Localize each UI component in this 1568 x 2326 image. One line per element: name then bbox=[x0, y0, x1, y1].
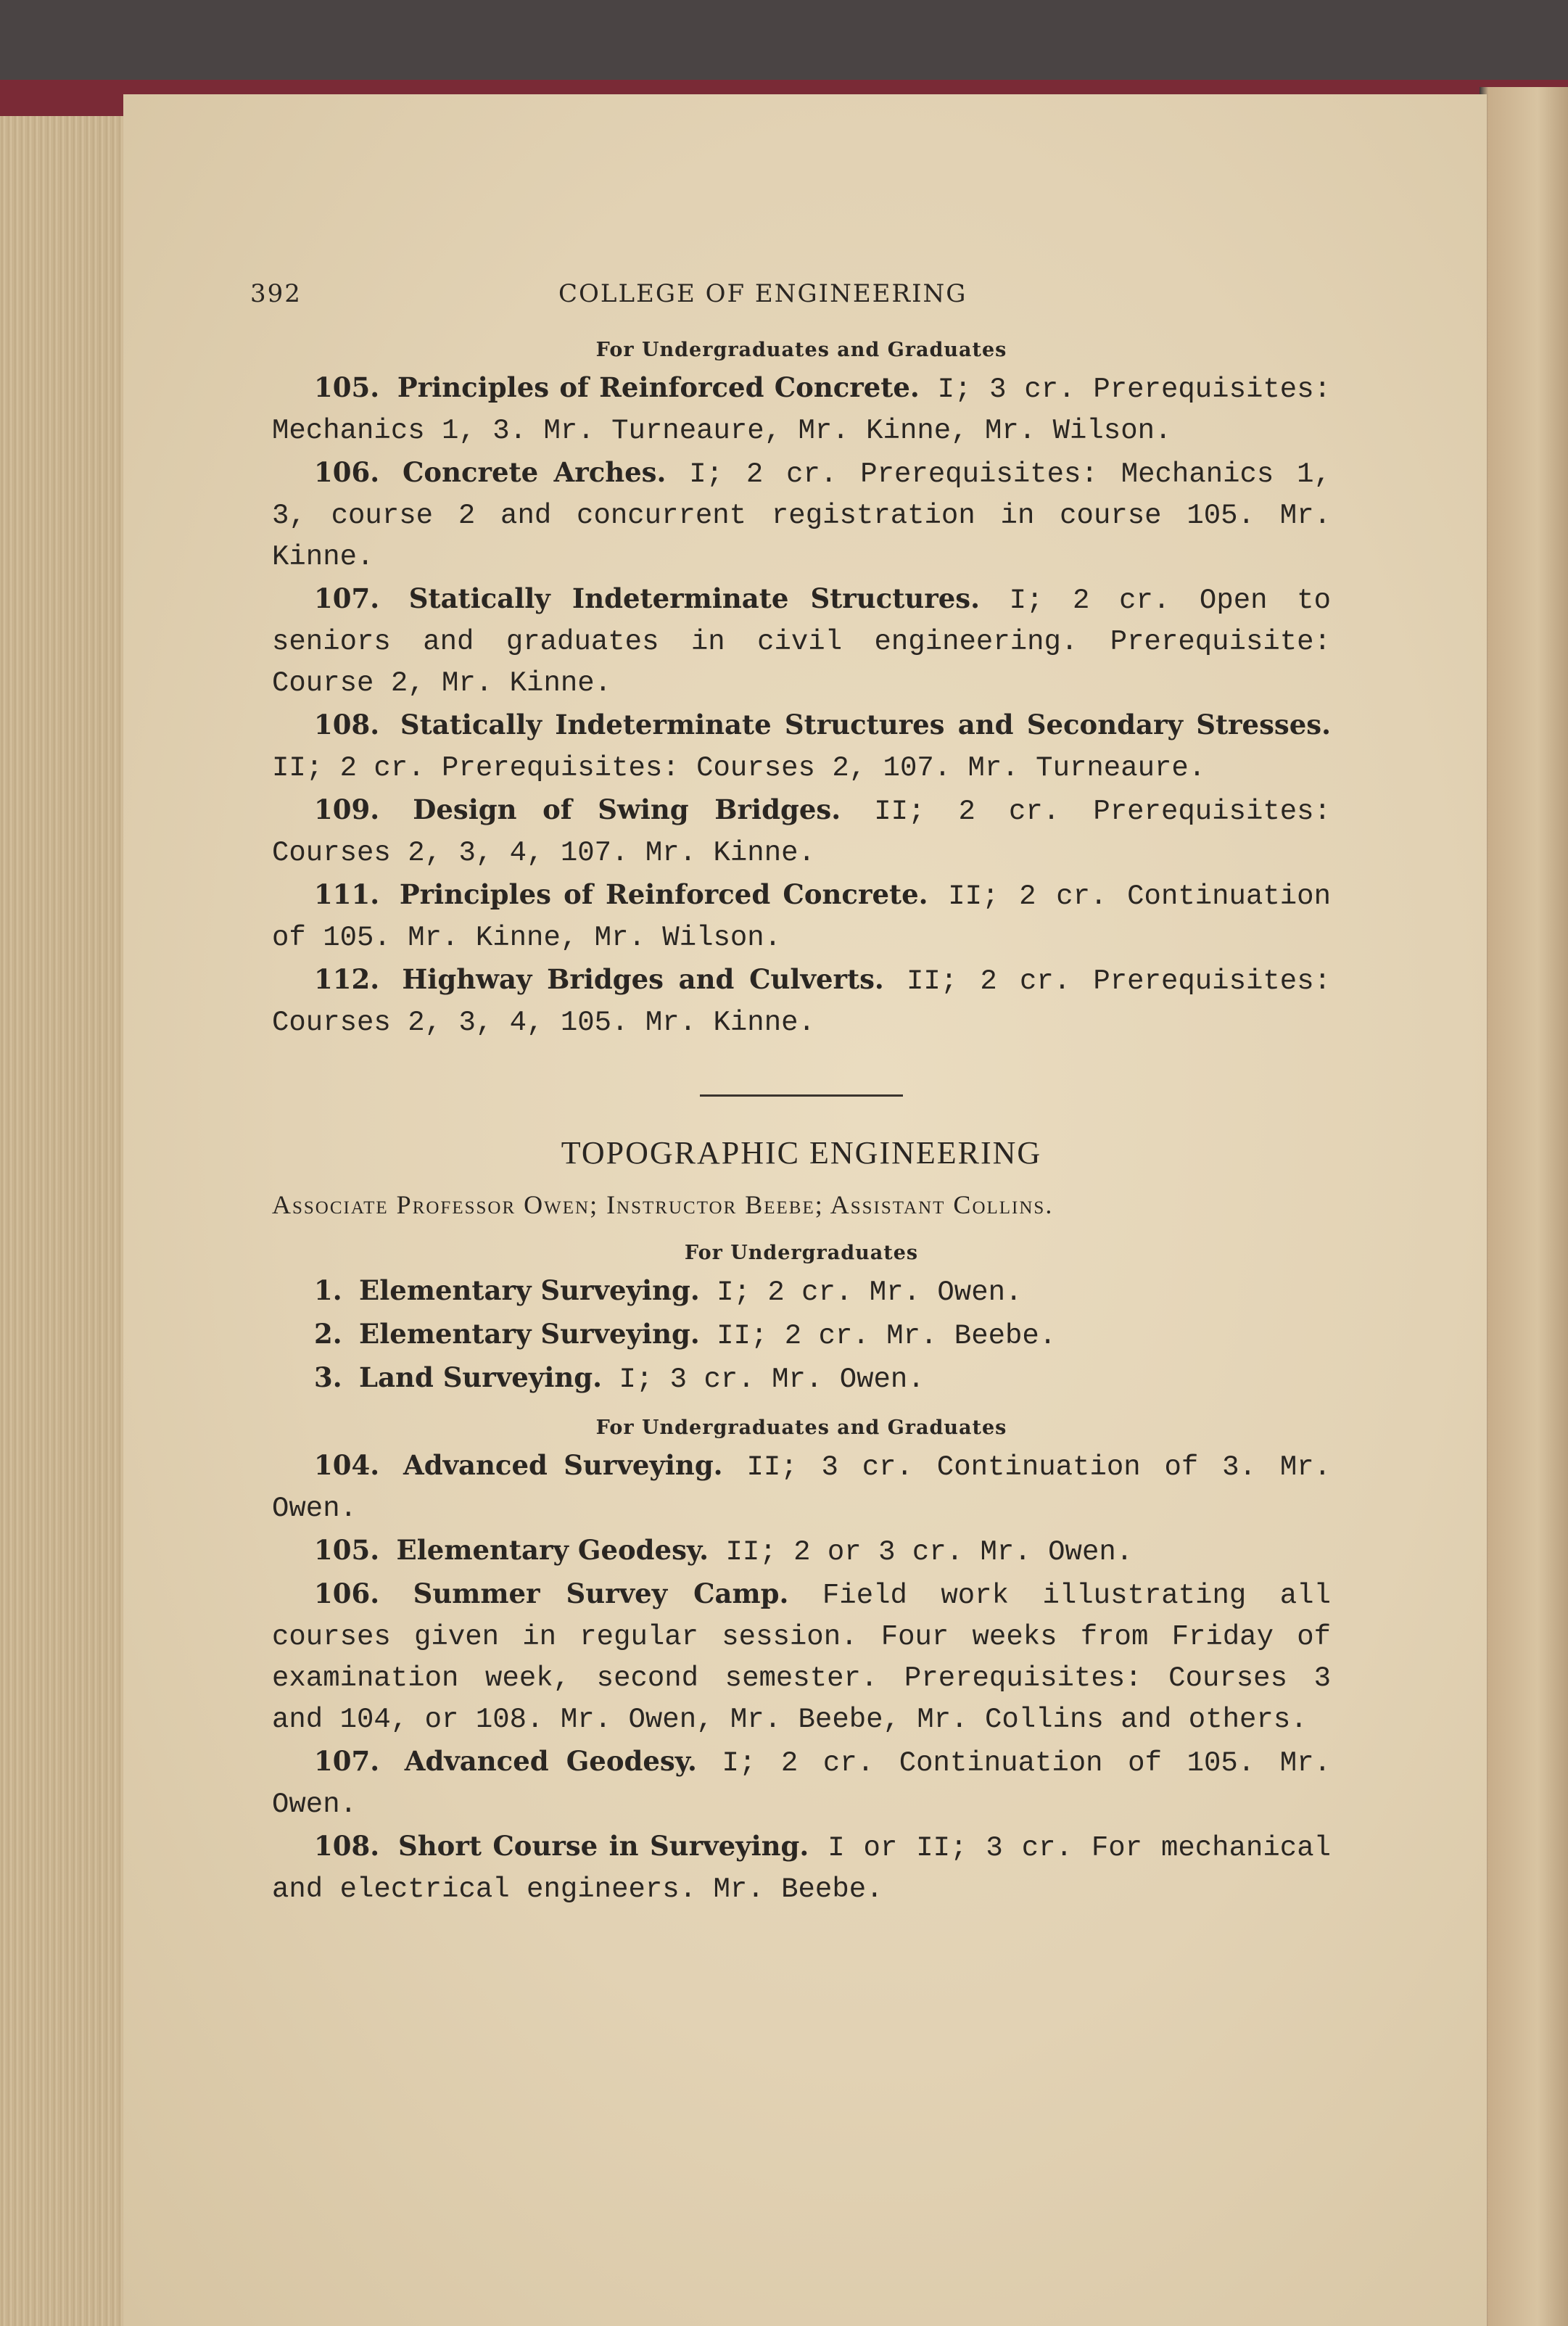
course-number: 106. bbox=[314, 456, 380, 488]
course-entry-indent bbox=[272, 965, 379, 997]
course-entry bbox=[272, 1530, 1331, 1573]
section-title-topographic: TOPOGRAPHIC ENGINEERING bbox=[561, 1135, 1042, 1171]
course-details: II; 2 cr. Prerequisites: Courses 2, 3, 4, 107. Mr. Kinne. bbox=[272, 796, 1331, 869]
course-title: Statically Indeterminate Structures. bbox=[408, 582, 980, 614]
course-number: 2. bbox=[314, 1318, 342, 1350]
course-details: II; 2 cr. Continuation of 105. Mr. Kinne, Mr. Wilson. bbox=[272, 881, 1331, 954]
page-content bbox=[250, 279, 1332, 1910]
course-entry-indent bbox=[272, 458, 379, 490]
course-title: Concrete Arches. bbox=[402, 456, 667, 488]
course-entry bbox=[272, 1445, 1331, 1530]
section-divider bbox=[700, 1094, 903, 1097]
page-number: 392 bbox=[250, 279, 302, 308]
course-entry-indent bbox=[272, 582, 380, 616]
course-entry bbox=[272, 704, 1331, 789]
course-number: 112. bbox=[314, 963, 380, 995]
course-entry bbox=[272, 789, 1331, 874]
course-entry bbox=[272, 1313, 1331, 1357]
course-details: I; 2 cr. Prerequisites: Mechanics 1, 3, course 2 and concurrent registration in course 105. Mr. Kinne. bbox=[272, 458, 1331, 573]
course-title: Principles of Reinforced Concrete. bbox=[397, 371, 920, 403]
course-details: II; 2 cr. Mr. Beebe. bbox=[717, 1320, 1057, 1352]
course-entry-indent bbox=[272, 1832, 379, 1864]
course-number: 111. bbox=[314, 878, 380, 910]
course-details: II; 3 cr. Continuation of 3. Mr. Owen. bbox=[272, 1451, 1332, 1525]
course-entry bbox=[272, 1741, 1331, 1826]
course-number: 105. bbox=[314, 1534, 380, 1566]
course-title: Advanced Geodesy. bbox=[404, 1745, 697, 1777]
course-number: 108. bbox=[314, 709, 380, 741]
course-number: 3. bbox=[314, 1361, 342, 1393]
course-number: 1. bbox=[314, 1274, 342, 1306]
subheading-undergrad-grad: For Undergraduates and Graduates bbox=[595, 339, 1007, 361]
course-number: 105. bbox=[314, 371, 380, 403]
course-title: Statically Indeterminate Structures and Secondary Stresses. bbox=[400, 709, 1331, 741]
staff-listing: Associate Professor Owen; Instructor Beebe; Assistant Collins. bbox=[272, 1190, 1054, 1219]
course-entry-indent bbox=[272, 793, 380, 828]
course-entry-indent bbox=[272, 1536, 379, 1568]
course-details: I; 2 cr. Open to seniors and graduates in civil engineering. Prerequisite: Course 2, Mr. Kinne. bbox=[272, 585, 1331, 699]
course-details: II; 2 cr. Prerequisites: Courses 2, 3, 4, 105. Mr. Kinne. bbox=[272, 965, 1332, 1039]
course-entry bbox=[272, 1573, 1331, 1741]
course-entry-indent bbox=[272, 1320, 342, 1352]
course-list-structures bbox=[272, 367, 1331, 1044]
subheading-undergrad: For Undergraduates bbox=[684, 1242, 919, 1264]
course-entry-indent bbox=[272, 371, 380, 405]
course-entry bbox=[272, 1270, 1331, 1313]
course-details: II; 2 or 3 cr. Mr. Owen. bbox=[725, 1536, 1134, 1568]
course-list-topographic-grad bbox=[272, 1445, 1331, 1910]
course-number: 106. bbox=[314, 1578, 380, 1609]
course-entry bbox=[272, 1826, 1331, 1910]
page-title: COLLEGE OF ENGINEERING bbox=[558, 279, 967, 308]
course-details: I; 3 cr. Prerequisites: Mechanics 1, 3. Mr. Turneaure, Mr. Kinne, Mr. Wilson. bbox=[272, 374, 1332, 447]
running-head bbox=[250, 279, 1331, 323]
course-entry-indent bbox=[272, 878, 380, 912]
course-title: Land Surveying. bbox=[359, 1361, 603, 1393]
page-stack-right bbox=[1480, 87, 1568, 2326]
course-entry bbox=[272, 874, 1331, 959]
course-entry-indent bbox=[272, 1451, 379, 1483]
course-details: I; 3 cr. Mr. Owen. bbox=[619, 1364, 925, 1395]
course-title: Elementary Surveying. bbox=[359, 1274, 700, 1306]
course-title: Elementary Surveying. bbox=[359, 1318, 700, 1350]
course-title: Design of Swing Bridges. bbox=[413, 793, 841, 825]
course-title: Highway Bridges and Culverts. bbox=[402, 963, 884, 995]
course-title: Short Course in Surveying. bbox=[398, 1830, 809, 1862]
subheading-topographic-undergrad-grad: For Undergraduates and Graduates bbox=[595, 1416, 1007, 1439]
course-number: 108. bbox=[314, 1830, 380, 1862]
course-details: Field work illustrating all courses given in regular session. Four weeks from Friday of examination week, second semester. Prerequisites: Courses 3 and 104, or 108. Mr. Owen, Mr. Beebe, Mr. Collins and others. bbox=[272, 1580, 1331, 1736]
course-entry bbox=[272, 578, 1331, 704]
course-number: 109. bbox=[314, 793, 380, 825]
course-entry-indent bbox=[272, 1274, 342, 1308]
course-number: 107. bbox=[314, 582, 380, 614]
course-entry bbox=[272, 367, 1331, 452]
course-entry-indent bbox=[272, 1747, 379, 1779]
course-details: II; 2 cr. Prerequisites: Courses 2, 107. Mr. Turneaure. bbox=[272, 752, 1206, 784]
course-details: I; 2 cr. Mr. Owen. bbox=[717, 1277, 1023, 1308]
course-title: Summer Survey Camp. bbox=[413, 1578, 789, 1609]
course-entry-indent bbox=[272, 711, 379, 743]
course-title: Principles of Reinforced Concrete. bbox=[399, 878, 928, 910]
page-stack-left bbox=[0, 116, 131, 2326]
course-number: 107. bbox=[314, 1745, 380, 1777]
course-entry bbox=[272, 1357, 1331, 1401]
course-details: I or II; 3 cr. For mechanical and electrical engineers. Mr. Beebe. bbox=[272, 1832, 1331, 1905]
course-entry-indent bbox=[272, 1361, 342, 1395]
course-entry bbox=[272, 959, 1331, 1044]
course-list-topographic-undergrad bbox=[272, 1270, 1331, 1401]
course-entry-indent bbox=[272, 1580, 379, 1612]
course-title: Elementary Geodesy. bbox=[396, 1534, 709, 1566]
course-entry bbox=[272, 452, 1331, 578]
course-title: Advanced Surveying. bbox=[403, 1449, 723, 1481]
course-number: 104. bbox=[314, 1449, 380, 1481]
course-details: I; 2 cr. Continuation of 105. Mr. Owen. bbox=[272, 1747, 1332, 1820]
